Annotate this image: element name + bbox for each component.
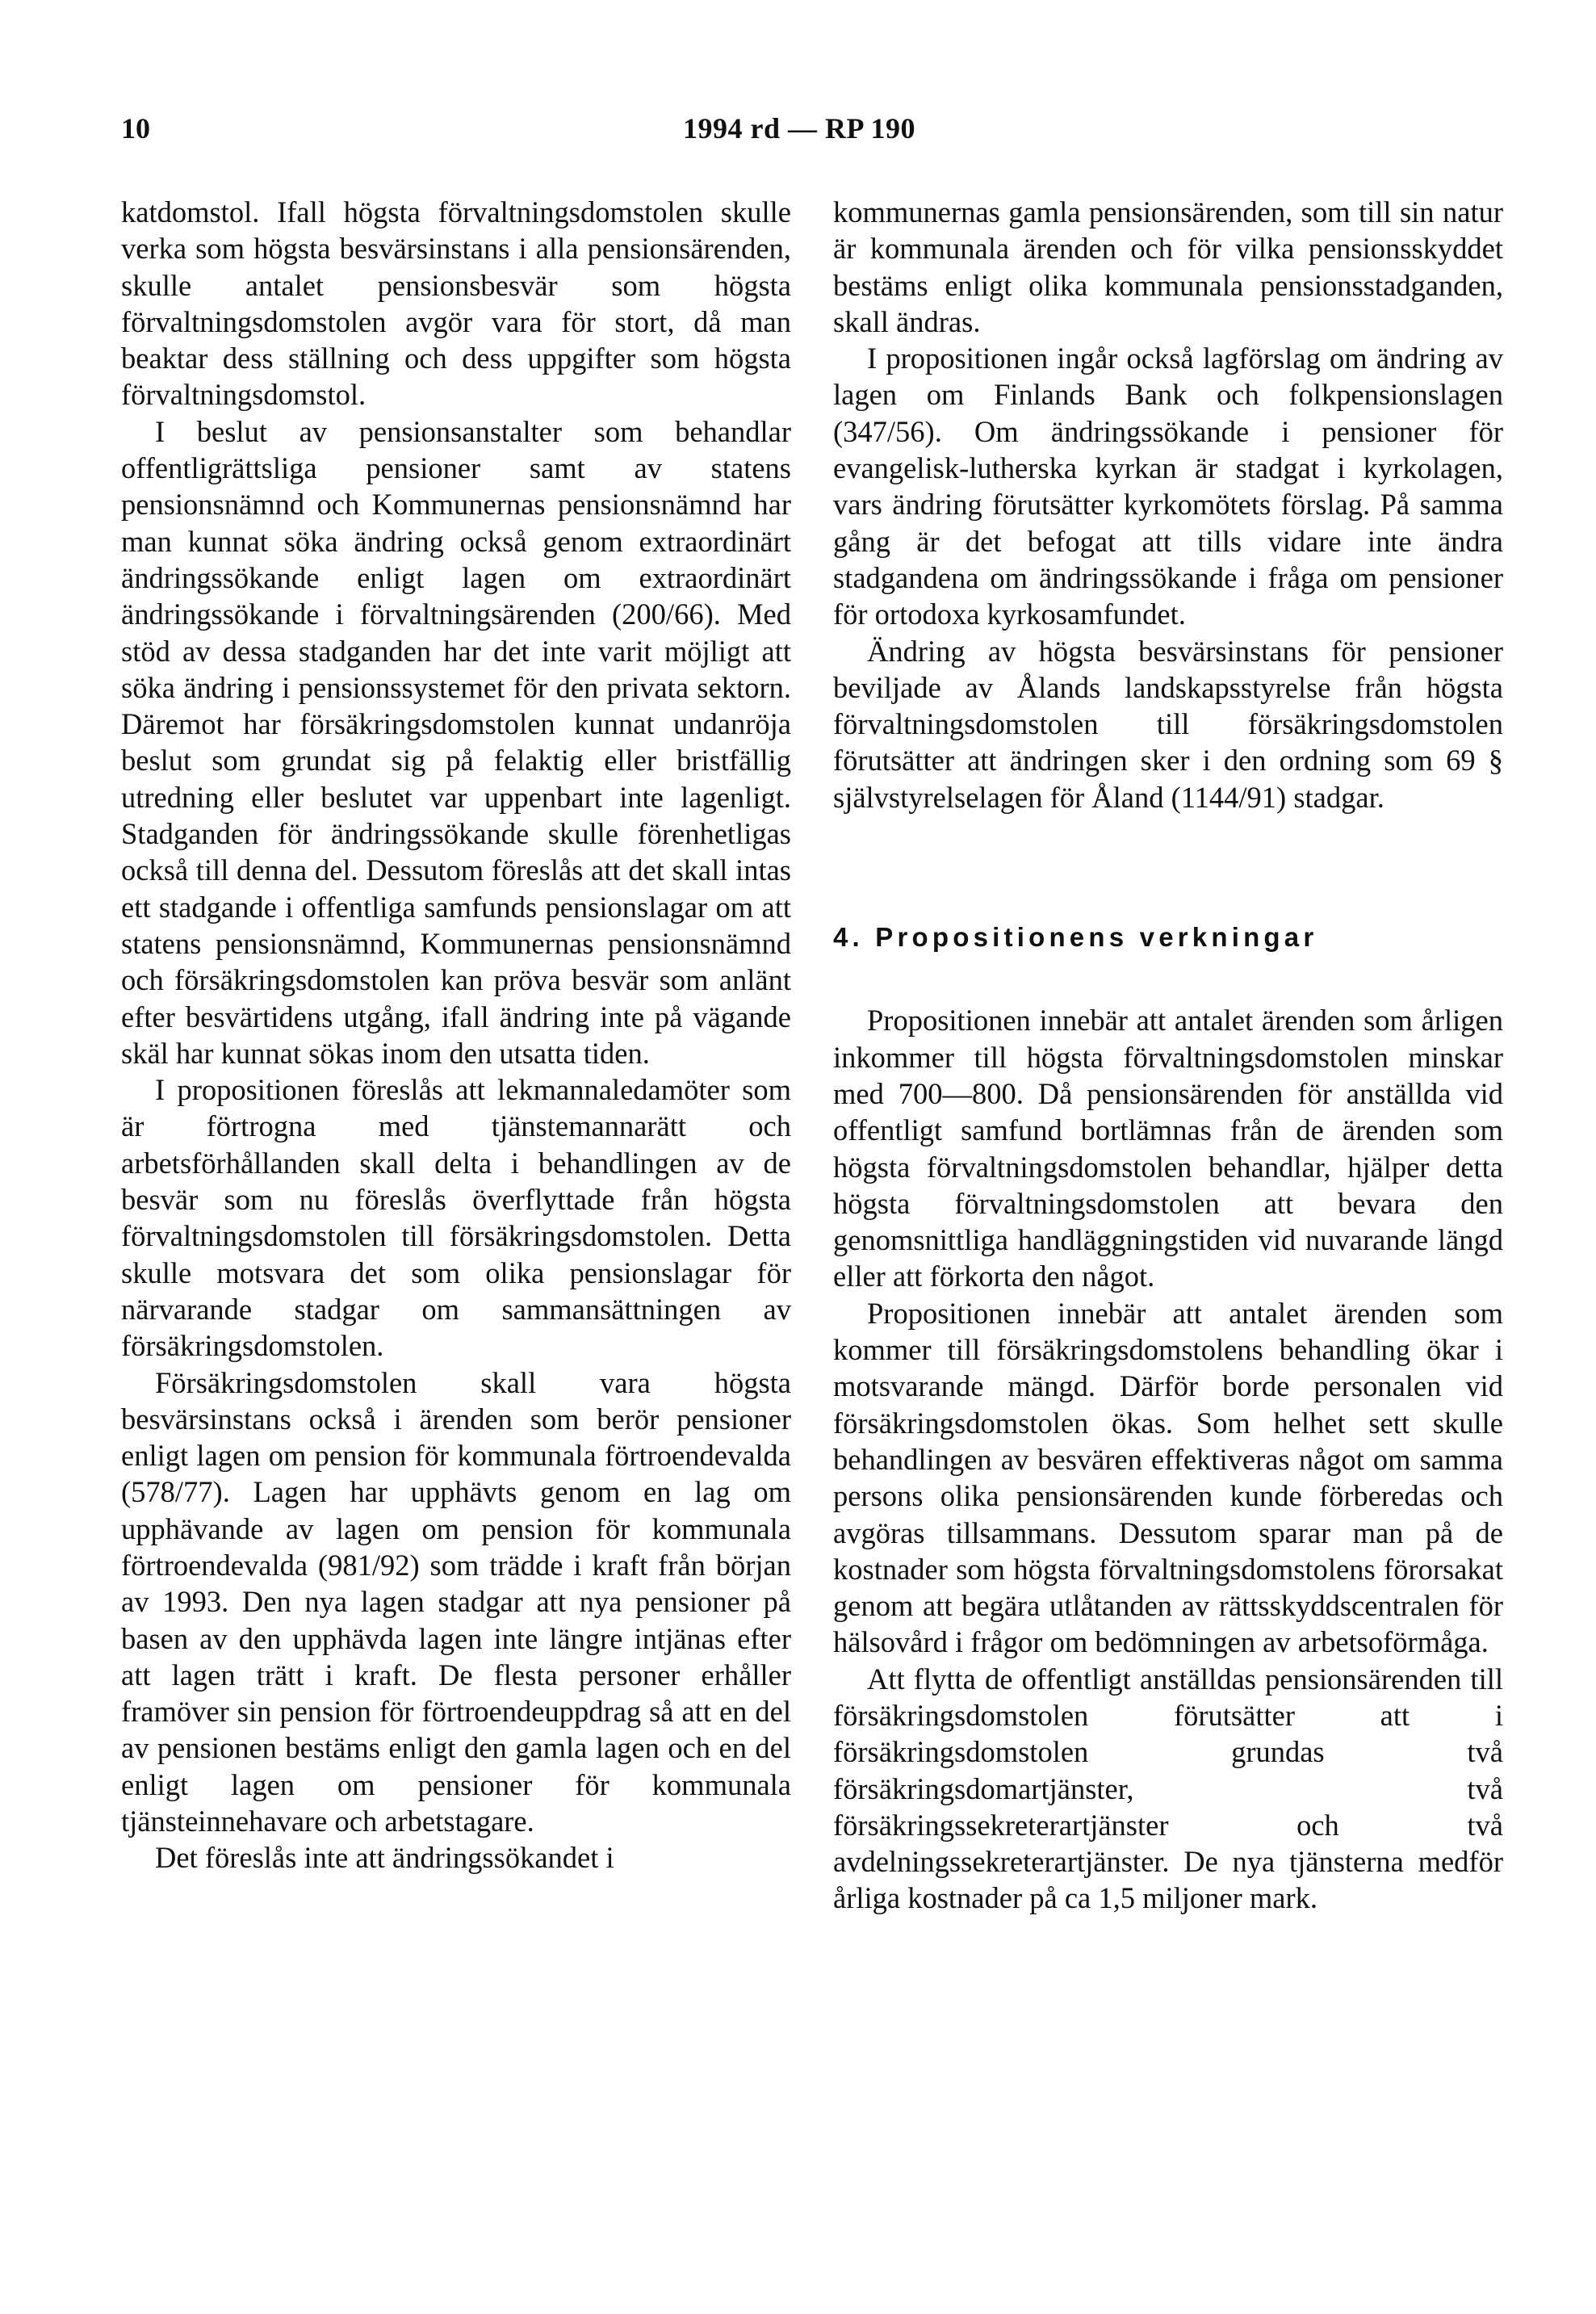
paragraph: Ändring av högsta besvärsinstans för pensioner beviljade av Ålands landskapsstyrelse från högsta förvaltningsdomstolen till försäkringsdomstolen förutsätter att ändringen sker i den ordning som 69 § självstyrelselagen för Åland (1144/91) stadgar. — [833, 634, 1503, 814]
section-heading: 4. Propositionens verkningar — [833, 922, 1318, 953]
page-header — [121, 103, 1477, 144]
page-number: 10 — [121, 112, 150, 145]
paragraph: Propositionen innebär att antalet ärenden som kommer till försäkringsdomstolens behandling ökar i motsvarande mängd. Därför borde personalen vid försäkringsdomstolen ökas. Som helhet sett skulle behandlingen av besvären effektiveras något om samma persons olika pensionsärenden kunde förberedas och avgöras tillsammans. Dessutom sparar man på de kostnader som högsta förvaltningsdomstolens förorsakat genom att begära utlåtanden av rättsskyddscentralen för hälsovård i frågor om bedömningen av arbetsoförmåga. — [833, 1296, 1503, 1659]
paragraph: Propositionen innebär att antalet ärenden som årligen inkommer till högsta förvaltningsdomstolen minskar med 700—800. Då pensionsärenden för anställda vid offentligt samfund bortlämnas från de ärenden som högsta förvaltningsdomstolen behandlar, hjälper detta högsta förvaltningsdomstolen att bevara den genomsnittliga handläggningstiden vid nuvarande längd eller att förkorta den något. — [833, 1004, 1503, 1293]
paragraph: Det föreslås inte att ändringssökandet i — [155, 1841, 614, 1875]
paragraph: katdomstol. Ifall högsta förvaltningsdomstolen skulle verka som högsta besvärsinstans i alla pensionsärenden, skulle antalet pensionsbesvär som högsta förvaltningsdomstolen avgör vara för stort, då man beaktar dess ställning och dess uppgifter som högsta förvaltningsdomstol. — [121, 195, 791, 412]
paragraph: Att flytta de offentligt anställdas pensionsärenden till försäkringsdomstolen förutsätter att i försäkringsdomstolen grundas två försäkringsdomartjänster, två försäkringssekreterartjänster och två avdelningssekreterartjänster. De nya tjänsterna medför årliga kostnader på ca 1,5 miljoner mark. — [833, 1662, 1503, 1915]
left-column — [121, 194, 791, 1876]
paragraph: Försäkringsdomstolen skall vara högsta besvärsinstans också i ärenden som berör pensioner enligt lagen om pension för kommunala förtroendevalda (578/77). Lagen har upphävts genom en lag om upphävande av lagen om pension för kommunala förtroendevalda (981/92) som trädde i kraft från början av 1993. Den nya lagen stadgar att nya pensioner på basen av den upphävda lagen inte längre intjänas efter att lagen trätt i kraft. De flesta personer erhåller framöver sin pension för förtroendeuppdrag så att en del av pensionen bestäms enligt den gamla lagen och en del enligt lagen om pensioner för kommunala tjänsteinnehavare och arbetstagare. — [121, 1365, 791, 1838]
paragraph: I propositionen föreslås att lekmannaledamöter som är förtrogna med tjänstemannarätt och arbetsförhållanden skall delta i behandlingen av de besvär som nu föreslås överflyttade från högsta förvaltningsdomstolen till försäkringsdomstolen. Detta skulle motsvara det som olika pensionslagar för närvarande stadgar om sammansättningen av försäkringsdomstolen. — [121, 1073, 791, 1363]
paragraph: kommunernas gamla pensionsärenden, som till sin natur är kommunala ärenden och för vilka pensionsskyddet bestäms enligt olika kommunala pensionsstadganden, skall ändras. — [833, 195, 1503, 338]
paragraph: I propositionen ingår också lagförslag om ändring av lagen om Finlands Bank och folkpensionslagen (347/56). Om ändringssökande i pensioner för evangelisk-lutherska kyrkan är stadgat i kyrkolagen, vars ändring förutsätter kyrkomötets förslag. På samma gång är det befogat att tills vidare inte ändra stadgandena om ändringssökande i fråga om pensioner för ortodoxa kyrkosamfundet. — [833, 342, 1503, 631]
running-title: 1994 rd — RP 190 — [682, 112, 915, 145]
right-column — [833, 194, 1503, 1917]
paragraph: I beslut av pensionsanstalter som behandlar offentligrättsliga pensioner samt av statens pensionsnämnd och Kommunernas pensionsnämnd har man kunnat söka ändring också genom extraordinärt ändringssökande enligt lagen om extraordinärt ändringssökande i förvaltningsärenden (200/66). Med stöd av dessa stadganden har det inte varit möjligt att söka ändring i pensionssystemet för den privata sektorn. Däremot har försäkringsdomstolen kunnat undanröja beslut som grundat sig på felaktig eller bristfällig utredning eller beslutet var uppenbart inte lagenligt. Stadganden för ändringssökande skulle förenhetligas också till denna del. Dessutom föreslås att det skall intas ett stadgande i offentliga samfunds pensionslagar om att statens pensionsnämnd, Kommunernas pensionsnämnd och försäkringsdomstolen kan pröva besvär som anlänt efter besvärtidens utgång, ifall ändring inte på vägande skäl har kunnat sökas inom den utsatta tiden. — [121, 414, 791, 1070]
